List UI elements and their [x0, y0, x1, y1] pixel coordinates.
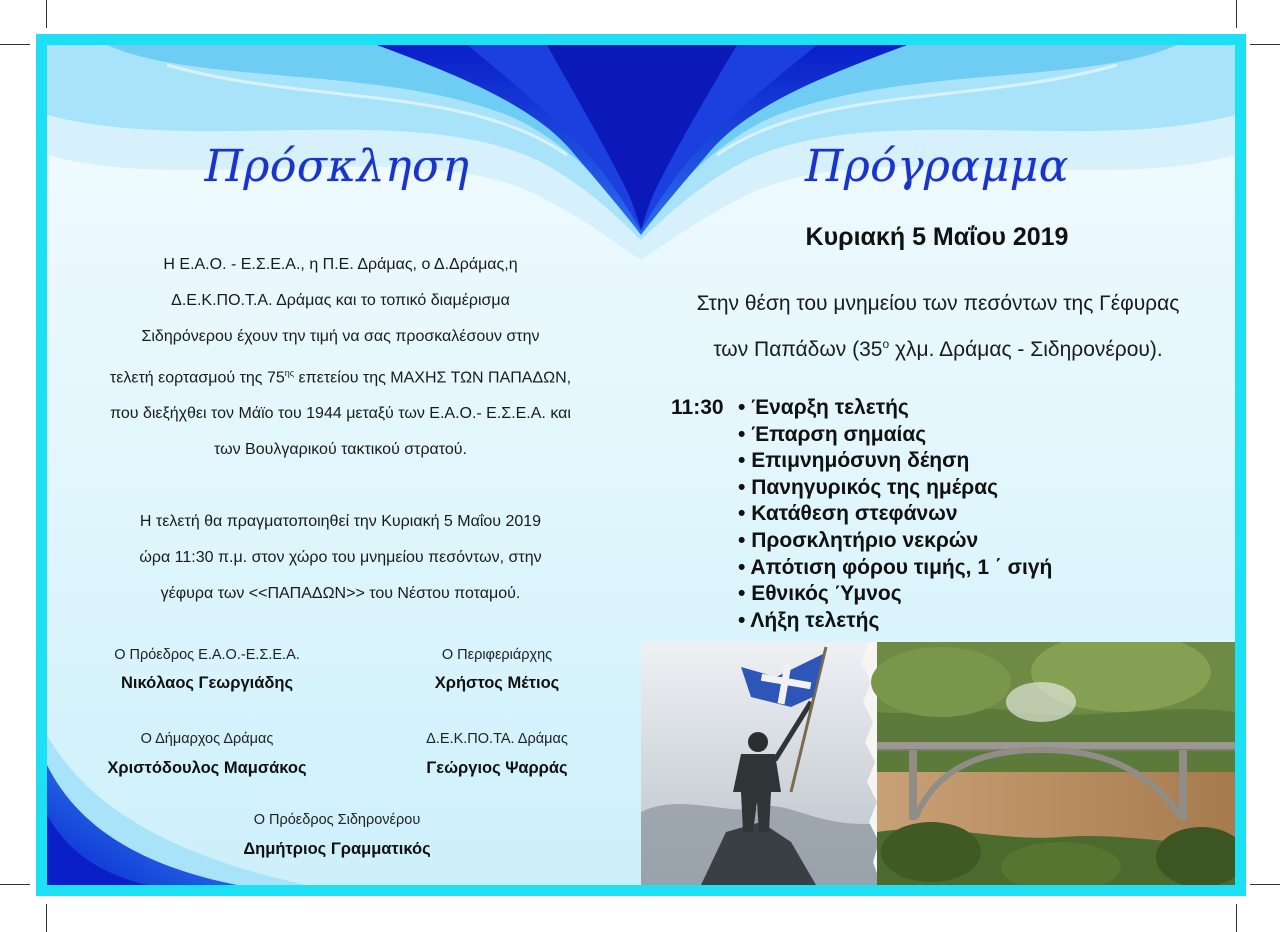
program-time: 11:30	[671, 396, 724, 419]
program-item-label: Εθνικός Ύμνος	[751, 582, 902, 606]
photo-collage	[641, 642, 1235, 885]
degree-suffix: ο	[882, 337, 890, 351]
bullet-icon: •	[738, 608, 746, 632]
bullet-icon: •	[738, 449, 746, 473]
crop-mark	[1236, 904, 1237, 932]
signature-role: Ο Δήμαρχος Δράμας	[140, 731, 274, 747]
bullet-icon: •	[738, 555, 746, 579]
invitation-line-part: επετείου της ΜΑΧΗΣ ΤΩΝ ΠΑΠΑΔΩΝ,	[294, 369, 572, 387]
signature-name: Νικόλαος Γεωργιάδης	[120, 674, 294, 692]
program-item	[738, 422, 1218, 449]
invitation-line: Δ.Ε.Κ.ΠΟ.Τ.Α. Δράμας και το τοπικό διαμέρισμα	[171, 292, 510, 309]
location-line-part: χλμ. Δράμας - Σιδηρονέρου).	[889, 338, 1163, 361]
bullet-icon: •	[738, 582, 746, 606]
invitation-card	[47, 45, 1235, 885]
location-line-part: των Παπάδων (35	[713, 338, 883, 361]
signature-role: Δ.Ε.Κ.ΠΟ.ΤΑ. Δράμας	[426, 731, 568, 747]
program-item-label: Απότιση φόρου τιμής, 1 ΄ σιγή	[750, 555, 1053, 579]
program-location	[641, 283, 1235, 370]
signature-name: Χρήστος Μέτιος	[434, 674, 560, 692]
ordinal-suffix: ης	[284, 368, 295, 378]
program-item-label: Κατάθεση στεφάνων	[751, 502, 958, 526]
program-item-label: Έπαρση σημαίας	[751, 422, 927, 446]
paragraph-gap	[47, 468, 634, 504]
invitation-line: των Βουλγαρικού τακτικού στρατού.	[213, 441, 467, 459]
program-item	[738, 501, 1218, 528]
program-item-label: Επιμνημόσυνη δέηση	[751, 449, 970, 473]
program-item	[738, 528, 1218, 555]
crop-mark	[46, 904, 47, 932]
bullet-icon: •	[738, 475, 746, 499]
invitation-line: Η τελετή θα πραγματοποιηθεί την Κυριακή 5 Μαΐου 2019	[139, 513, 542, 531]
signature-name: Γεώργιος Ψαρράς	[426, 759, 568, 777]
program-item-label: Έναρξη τελετής	[751, 396, 909, 419]
program-item	[738, 555, 1218, 582]
invitation-title: Πρόσκληση	[204, 141, 470, 192]
location-line: Στην θέση του μνημείου των πεσόντων της Γέφυρας	[696, 292, 1180, 315]
program-item	[738, 608, 1218, 635]
program-item	[738, 475, 1218, 502]
program-date: Κυριακή 5 Μαΐου 2019	[805, 223, 1069, 251]
invitation-text	[47, 247, 634, 612]
program-item	[738, 581, 1218, 608]
crop-mark	[0, 44, 30, 45]
signature-role: Ο Πρόεδρος Σιδηρονέρου	[253, 812, 421, 828]
bullet-icon: •	[738, 528, 746, 552]
signature-role: Ο Περιφεριάρχης	[441, 647, 553, 663]
invitation-line: που διεξήχθει τον Μάϊο του 1944 μεταξύ των Ε.Α.Ο.- Ε.Σ.Ε.Α. και	[110, 405, 571, 423]
location-line	[641, 324, 1235, 370]
invitation-line-part: τελετή εορτασμού της 75	[109, 369, 285, 387]
program-title: Πρόγραμμα	[804, 141, 1069, 192]
program-item-label: Λήξη τελετής	[750, 608, 880, 632]
signature-role: Ο Πρόεδρος Ε.Α.Ο.-Ε.Σ.Ε.Α.	[114, 647, 300, 663]
invitation-line: γέφυρα των <<ΠΑΠΑΔΩΝ>> του Νέστου ποταμού.	[160, 585, 521, 603]
invitation-line	[47, 355, 634, 396]
crop-mark	[1236, 0, 1237, 28]
crop-mark	[46, 0, 47, 28]
signature-name: Δημήτριος Γραμματικός	[243, 840, 431, 858]
invitation-line: Σιδηρόνερου έχουν την τιμή να σας προσκαλέσουν στην	[141, 328, 540, 345]
bullet-icon: •	[738, 422, 746, 446]
bullet-icon: •	[738, 396, 746, 419]
bullet-icon: •	[738, 502, 746, 526]
crop-mark	[1250, 44, 1280, 45]
program-item-label: Προσκλητήριο νεκρών	[751, 528, 979, 552]
invitation-line: ώρα 11:30 π.μ. στον χώρο του μνημείου πεσόντων, στην	[139, 549, 542, 567]
program-item-label: Πανηγυρικός της ημέρας	[751, 475, 999, 499]
program-item	[738, 448, 1218, 475]
invitation-line: Η Ε.Α.Ο. - Ε.Σ.Ε.Α., η Π.Ε. Δράμας, ο Δ.Δράμας,η	[163, 256, 518, 273]
crop-mark	[0, 884, 30, 885]
collage-image	[641, 642, 1235, 885]
program-list	[738, 395, 1218, 634]
program-item	[738, 395, 1218, 422]
signature-name: Χριστόδουλος Μαμσάκος	[107, 759, 307, 777]
crop-mark	[1250, 884, 1280, 885]
